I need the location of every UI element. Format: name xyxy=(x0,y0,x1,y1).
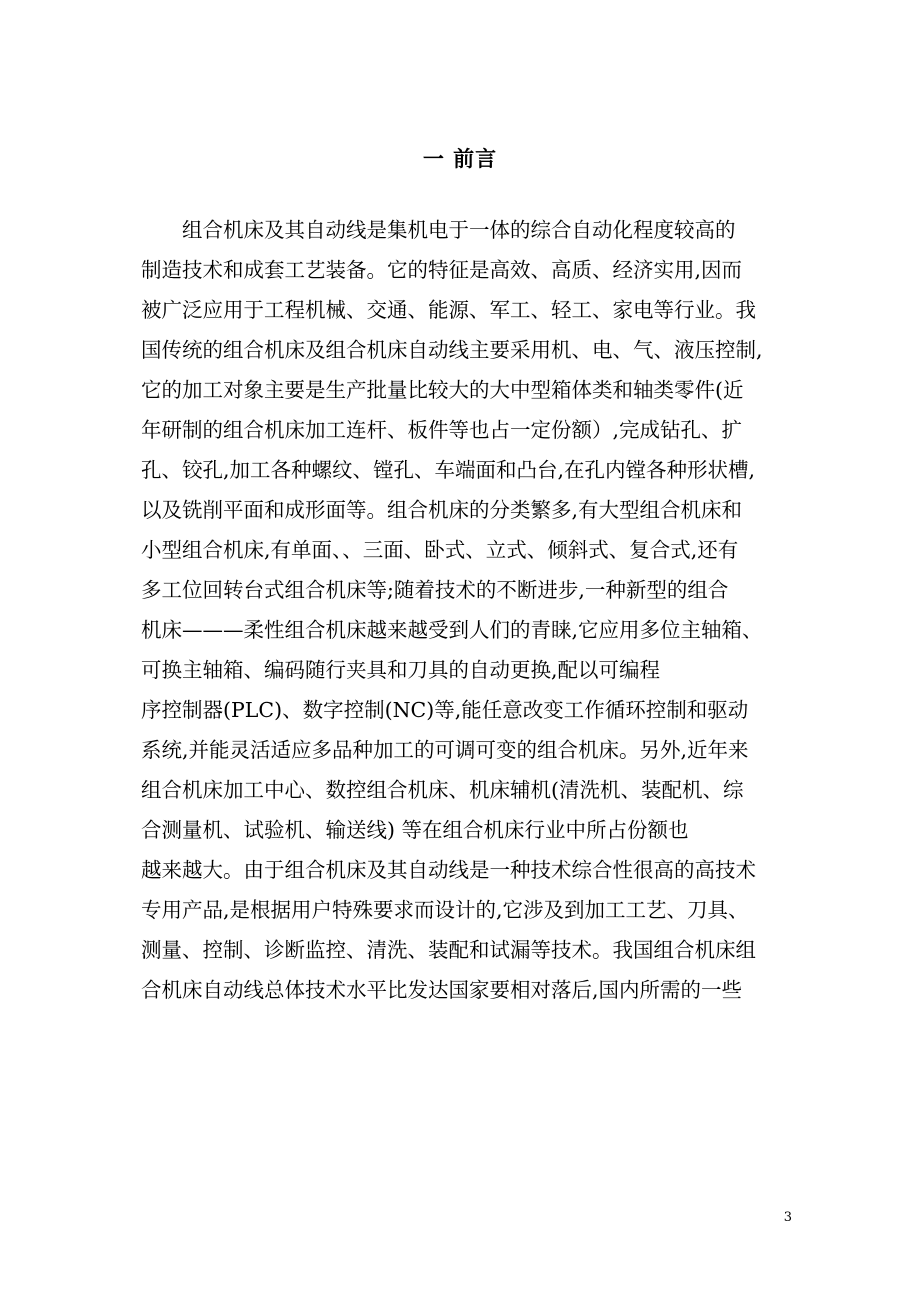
text-line: 以及铣削平面和成形面等。组合机床的分类繁多,有大型组合机床和 xyxy=(141,498,743,522)
text-line: 被广泛应用于工程机械、交通、能源、军工、轻工、家电等行业。我 xyxy=(141,298,756,322)
page-number: 3 xyxy=(783,1210,792,1225)
section-title: 一 前言 xyxy=(422,146,498,171)
text-line: 孔、铰孔,加工各种螺纹、镗孔、车端面和凸台,在孔内镗各种形状槽, xyxy=(141,458,756,482)
body-paragraph xyxy=(141,210,781,1010)
text-line: 测量、控制、诊断监控、清洗、装配和试漏等技术。我国组合机床组 xyxy=(141,938,756,962)
text-line: 国传统的组合机床及组合机床自动线主要采用机、电、气、液压控制, xyxy=(141,338,763,362)
text-line: 它的加工对象主要是生产批量比较大的大中型箱体类和轴类零件(近 xyxy=(141,378,744,402)
text-line: 机床———柔性组合机床越来越受到人们的青睐,它应用多位主轴箱、 xyxy=(141,618,763,642)
text-line: 序控制器(PLC)、数字控制(NC)等,能任意改变工作循环控制和驱动 xyxy=(141,698,749,722)
text-line: 组合机床加工中心、数控组合机床、机床辅机(清洗机、装配机、综 xyxy=(141,778,744,802)
text-line: 多工位回转台式组合机床等;随着技术的不断进步,一种新型的组合 xyxy=(141,578,729,602)
text-line: 组合机床及其自动线是集机电于一体的综合自动化程度较高的 xyxy=(182,218,736,242)
text-line: 年研制的组合机床加工连杆、板件等也占一定份额）,完成钻孔、扩 xyxy=(141,418,743,442)
text-line: 合机床自动线总体技术水平比发达国家要相对落后,国内所需的一些 xyxy=(141,978,743,1002)
text-line: 可换主轴箱、编码随行夹具和刀具的自动更换,配以可编程 xyxy=(141,658,661,682)
text-line: 合测量机、试验机、输送线) 等在组合机床行业中所占份额也 xyxy=(141,818,689,842)
text-line: 专用产品,是根据用户特殊要求而设计的,它涉及到加工工艺、刀具、 xyxy=(141,898,749,922)
text-line: 制造技术和成套工艺装备。它的特征是高效、高质、经济实用,因而 xyxy=(141,258,743,282)
text-line: 小型组合机床,有单面、、三面、卧式、立式、倾斜式、复合式,还有 xyxy=(141,538,739,562)
text-line: 越来越大。由于组合机床及其自动线是一种技术综合性很高的高技术 xyxy=(141,858,756,882)
text-line: 系统,并能灵活适应多品种加工的可调可变的组合机床。另外,近年来 xyxy=(141,738,749,762)
